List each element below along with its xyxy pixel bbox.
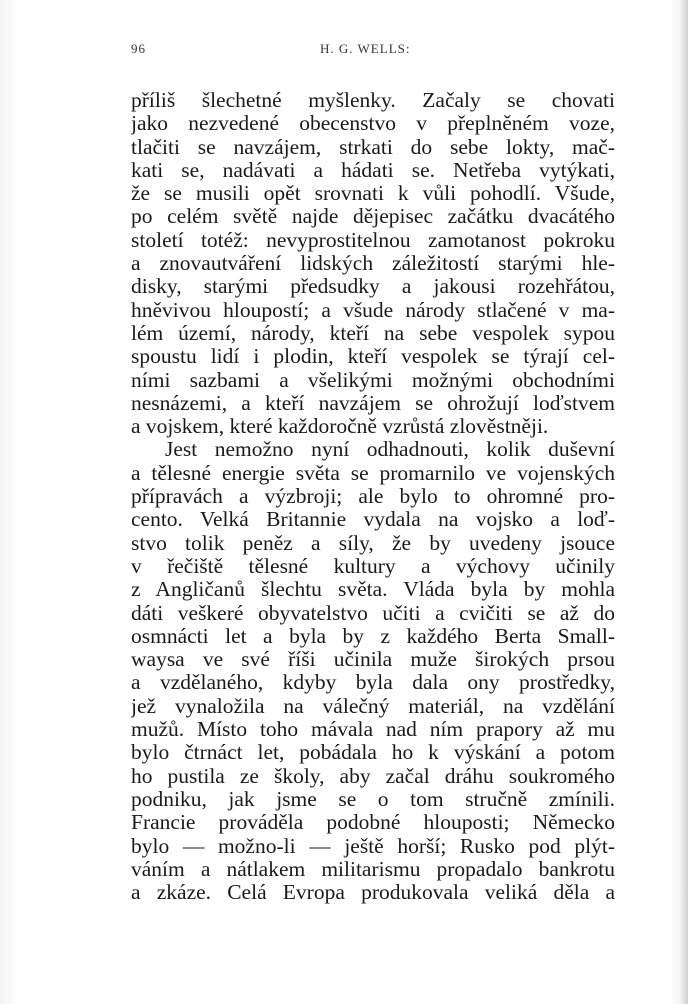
text-line: a vzdělaného, kdyby byla dala ony prostředky, [131, 671, 615, 695]
running-head: H. G. WELLS: [320, 41, 411, 56]
text-line: disky, starými předsudky a jakousi rozehřátou, [131, 275, 615, 299]
text-line: příliš šlechetné myšlenky. Začaly se chovati [131, 89, 615, 112]
text-line: ho pustila ze školy, aby začal dráhu soukromého [131, 764, 615, 788]
text-line: století totéž: nevyprostitelnou zamotanost pokroku [131, 228, 615, 252]
page-number: 96 [131, 41, 146, 56]
text-line: přípravách a výzbroji; ale bylo to ohromné pro- [131, 485, 615, 509]
text-line: mužů. Místo toho mávala nad ním prapory až mu [131, 718, 615, 742]
text-line: waysa ve své říši učinila muže širokých prsou [131, 648, 615, 672]
text-line: jež vynaložila na válečný materiál, na vzdělání [131, 694, 615, 718]
body-text [131, 89, 615, 904]
paragraph-start-line: Jest nemožno nyní odhadnouti, kolik duševní [165, 438, 615, 462]
text-line: Francie prováděla podobné hlouposti; Německo [131, 811, 615, 835]
text-line: dáti veškeré obyvatelstvo učiti a cvičiti se až do [131, 601, 615, 625]
text-line: že se musili opět srovnati k vůli pohodlí. Všude, [131, 182, 615, 206]
text-line: osmnácti let a byla by z každého Berta Small- [131, 624, 615, 648]
text-line: spoustu lidí i plodin, kteří vespolek se týrají cel- [131, 345, 615, 369]
page-edge-shadow [680, 0, 688, 1004]
text-line: váním a nátlakem militarismu propadalo bankrotu [131, 857, 615, 881]
page-header [131, 41, 615, 61]
text-line: nesnázemi, a kteří navzájem se ohrožují loďstvem [131, 391, 615, 415]
text-line: a tělesné energie světa se promarnilo ve vojenských [131, 461, 615, 485]
text-line: z Angličanů šlechtu světa. Vláda byla by mohla [131, 578, 615, 602]
text-line: kati se, nadávati a hádati se. Netřeba vytýkati, [131, 158, 615, 182]
text-line: tlačiti se navzájem, strkati do sebe lokty, mač- [131, 135, 615, 159]
text-line: lém území, národy, kteří na sebe vespolek sypou [131, 321, 615, 345]
text-line: stvo tolik peněz a síly, že by uvedeny jsouce [131, 531, 615, 555]
text-line: podniku, jak jsme se o tom stručně zmínili. [131, 787, 615, 811]
text-line: po celém světě najde dějepisec začátku dvacátého [131, 205, 615, 229]
text-line: a znovautváření lidských záležitostí starými hle- [131, 252, 615, 276]
text-line: v řečiště tělesné kultury a výchovy učinily [131, 554, 615, 578]
text-line: bylo čtrnáct let, pobádala ho k výskání a potom [131, 741, 615, 765]
text-line: bylo — možno-li — ještě horší; Rusko pod plýt- [131, 834, 615, 858]
text-line: jako nezvedené obecenstvo v přeplněném voze, [131, 112, 615, 136]
paragraph-end-line: a vojskem, které každoročně vzrůstá zlověstněji. [131, 415, 549, 439]
text-line: cento. Velká Britannie vydala na vojsko a loď- [131, 508, 615, 532]
text-line: hněvivou hloupostí; a všude národy stlačené v ma- [131, 298, 615, 322]
text-line: a zkáze. Celá Evropa produkovala veliká děla a [131, 881, 615, 905]
text-line: ními sazbami a všelikými možnými obchodními [131, 368, 615, 392]
